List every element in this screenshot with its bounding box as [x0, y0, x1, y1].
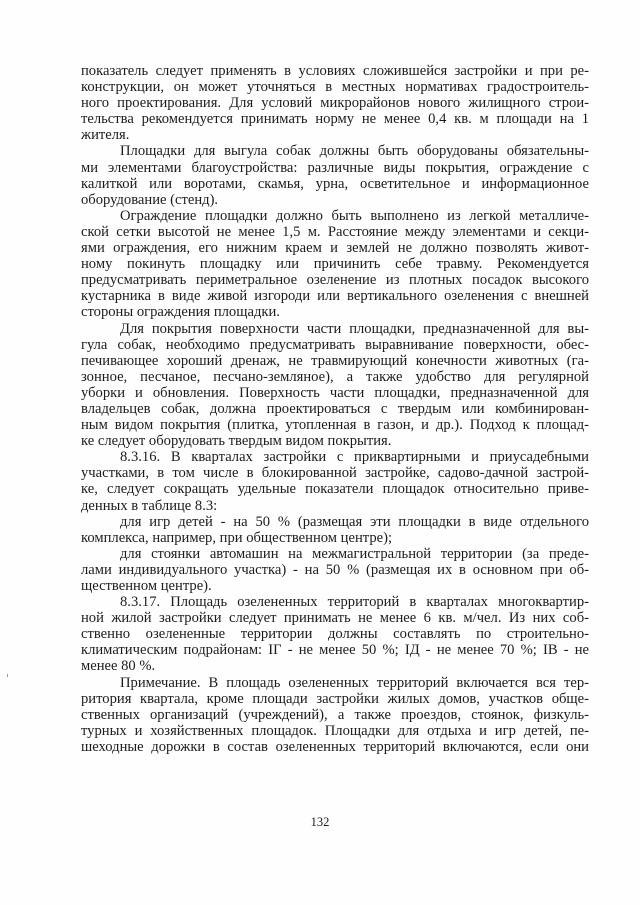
text-line: калиткой или воротами, скамья, урна, осветительное и информационное: [81, 175, 589, 192]
text-line: ственно озелененные территории должны составлять по строительно-: [81, 626, 589, 643]
body-text: [81, 63, 589, 755]
text-line: тельства рекомендуется принимать норму не менее 0,4 кв. м площади на 1: [81, 111, 589, 128]
text-line: климатическим подрайонам: IГ - не менее 50 %; IД - не менее 70 %; IB - не: [81, 642, 589, 659]
text-line: оборудование (стенд).: [81, 191, 219, 208]
text-line: турных и хозяйственных площадок. Площадки для отдыха и игр детей, пе-: [81, 722, 589, 739]
text-line: ным видом покрытия (плитка, утопленная в газон, и др.). Подход к площад-: [81, 417, 589, 434]
text-line: ке следует оборудовать твердым видом покрытия.: [81, 433, 392, 450]
text-line: показатель следует применять в условиях сложившейся застройки и при ре-: [81, 63, 589, 79]
text-line: кустарника в виде живой изгороди или вертикального озеленения с внешней: [81, 288, 589, 305]
text-line: ственных организаций (учреждений), а также проездов, стоянок, физкуль-: [81, 706, 589, 723]
text-line: денных в таблице 8.3:: [81, 497, 218, 514]
text-line: Для покрытия поверхности части площадки, предназначенной для вы-: [120, 320, 589, 337]
text-line: ми элементами благоустройства: различные виды покрытия, ограждение с: [81, 159, 589, 176]
text-line: щественном центре).: [81, 578, 212, 594]
page-number: 132: [310, 815, 330, 829]
text-line: ской сетки высотой не менее 1,5 м. Расстояние между элементами и секци-: [81, 223, 589, 240]
text-line: гула собак, необходимо предусматривать выравнивание поверхности, обес-: [81, 336, 589, 353]
text-line: ритория квартала, кроме площади застройки жилых домов, участков обще-: [81, 690, 589, 707]
text-line: конструкции, он может уточняться в местных нормативах градостроитель-: [81, 79, 589, 96]
text-line: Площадки для выгула собак должны быть оборудованы обязательны-: [120, 143, 589, 160]
text-line: зонное, песчаное, песчано-земляное), а также удобство для регулярной: [81, 368, 589, 385]
text-line: ному покинуть площадку или причинить себе травму. Рекомендуется: [81, 256, 589, 273]
text-line: участками, в том числе в блокированной застройке, садово-дачной застрой-: [81, 465, 589, 482]
text-line: шеходные дорожки в состав озелененных территорий включаются, если они: [81, 738, 589, 755]
text-line: Ограждение площадки должно быть выполнено из легкой металличе-: [120, 207, 589, 224]
text-line: для игр детей - на 50 % (размещая эти площадки в виде отдельного: [120, 513, 589, 530]
text-line: печивающее хороший дренаж, не травмирующий конечности животных (га-: [81, 352, 589, 369]
text-line: жителя.: [81, 127, 130, 144]
text-line: ной жилой застройки следует принимать не менее 6 кв. м/чел. Из них соб-: [81, 610, 589, 627]
text-line: стороны ограждения площадки.: [81, 304, 280, 321]
text-line: менее 80 %.: [81, 658, 156, 675]
text-line: лами индивидуального участка) - на 50 % (размещая их в основном при об-: [81, 561, 589, 578]
text-line: Примечание. В площадь озелененных территорий включается вся тер-: [120, 674, 589, 691]
text-line: ке, следует сокращать удельные показатели площадок относительно приве-: [81, 481, 589, 498]
scan-artifact: [7, 674, 8, 677]
text-line: комплекса, например, при общественном центре);: [81, 529, 393, 546]
text-line: ного проектирования. Для условий микрорайонов нового жилищного строи-: [81, 95, 589, 112]
text-line: ями ограждения, его нижним краем и землей не должно позволять живот-: [81, 240, 589, 257]
text-line: уборки и обновления. Поверхность части площадки, предназначенной для: [81, 384, 589, 401]
text-line: предусматривать периметральное озеленение из плотных посадок высокого: [81, 272, 589, 289]
text-line: владельцев собак, должна проектироваться с твердым или комбинирован-: [81, 400, 589, 417]
text-line: 8.3.16. В кварталах застройки с приквартирными и приусадебными: [120, 449, 589, 466]
text-line: для стоянки автомашин на межмагистральной территории (за преде-: [120, 545, 589, 562]
text-line: 8.3.17. Площадь озелененных территорий в кварталах многоквартир-: [120, 594, 589, 611]
